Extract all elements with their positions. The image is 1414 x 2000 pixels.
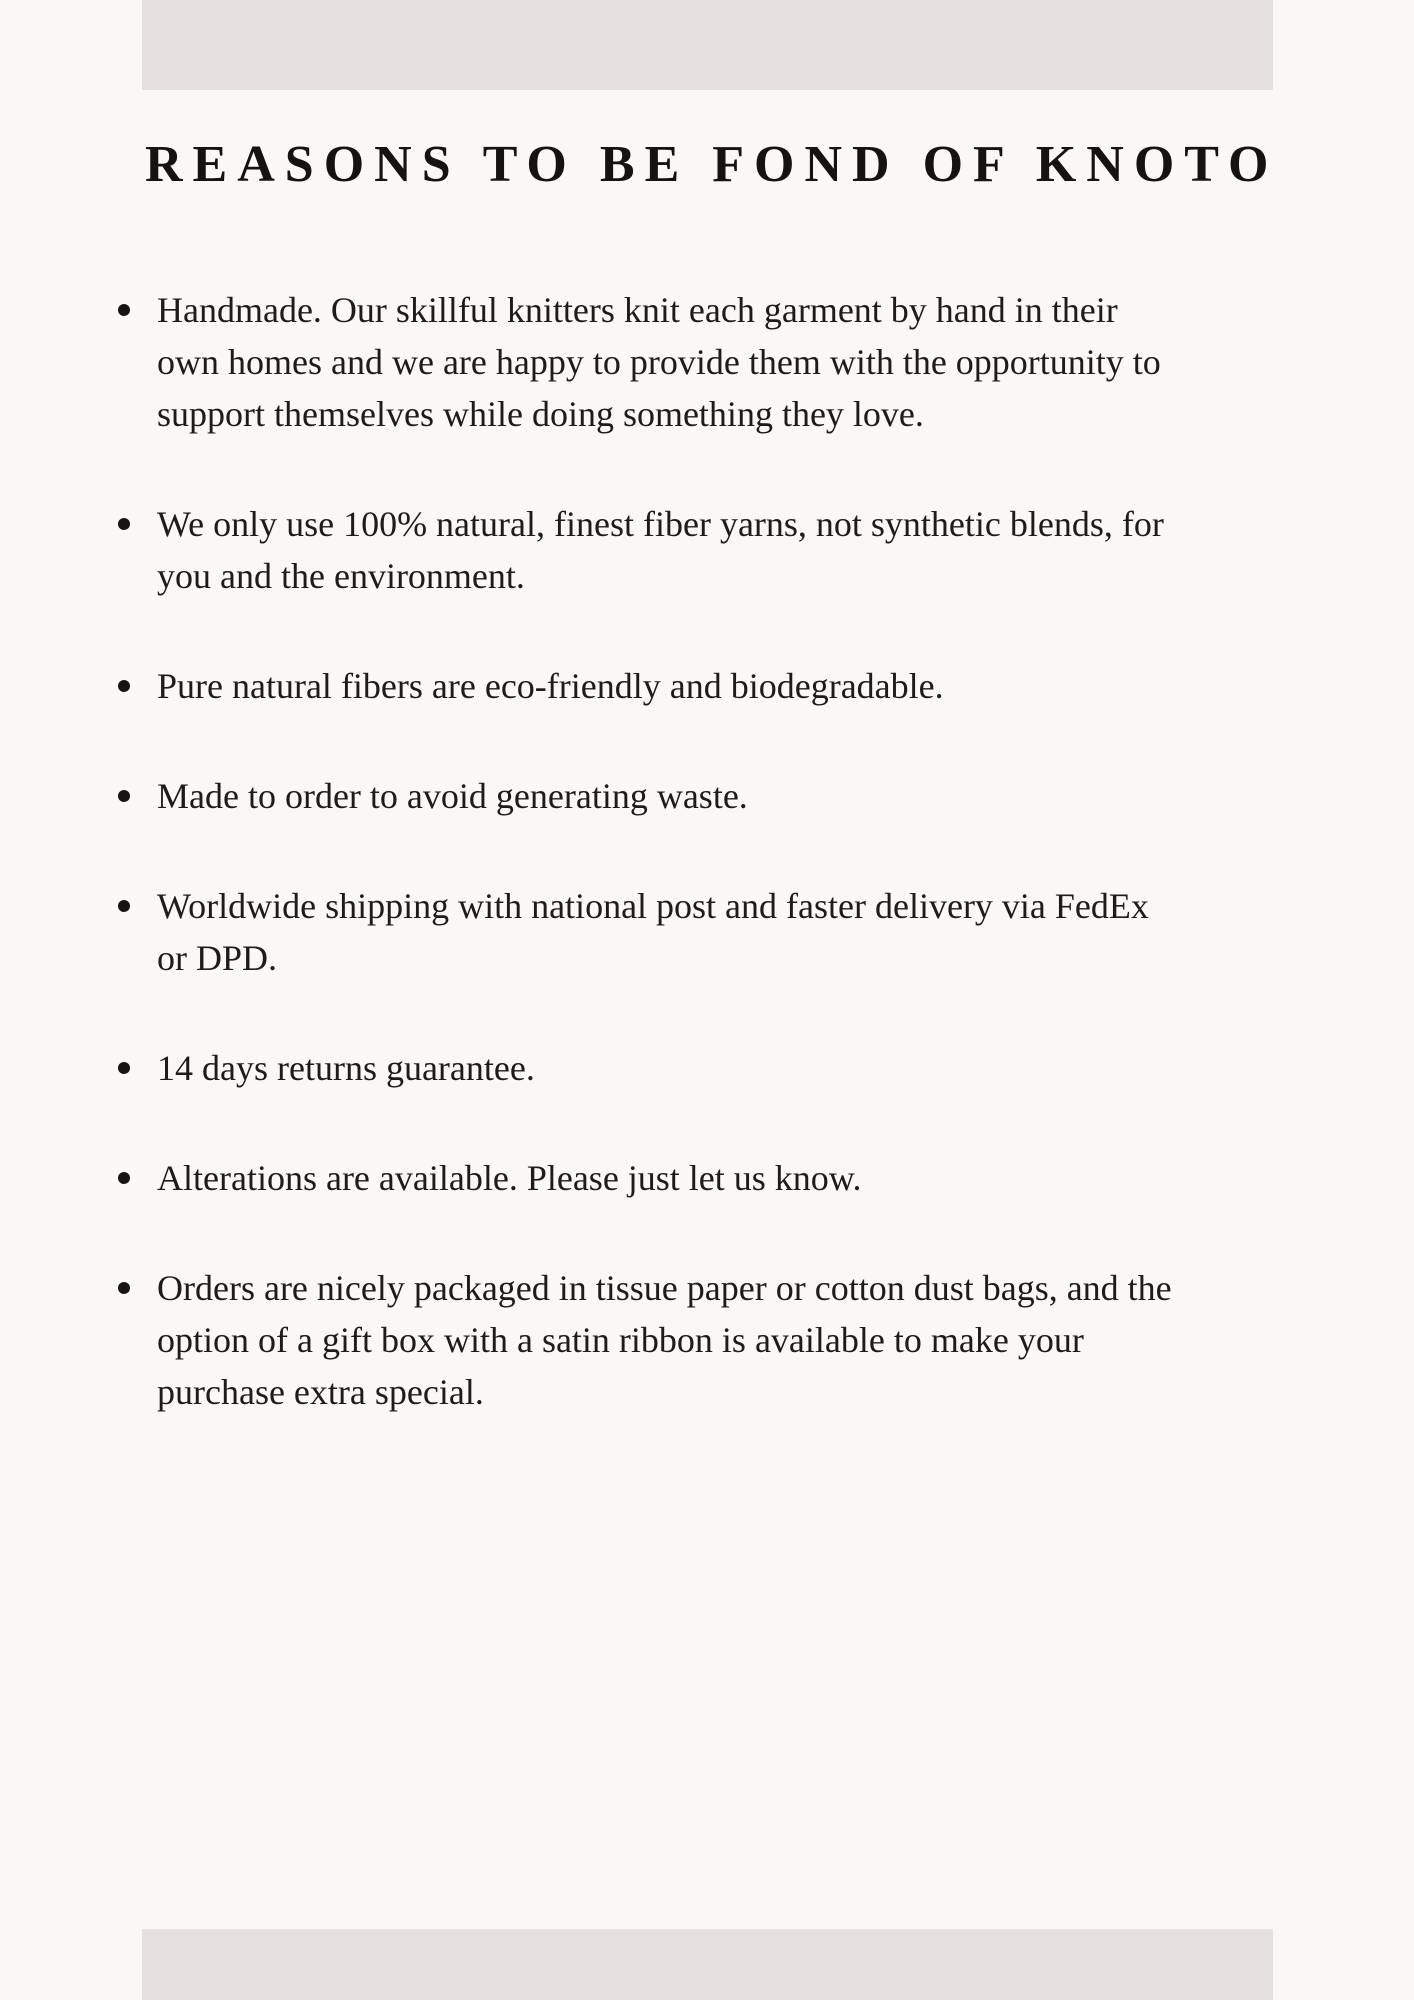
bullet-dot-icon — [118, 518, 130, 530]
bullet-text: Made to order to avoid generating waste. — [157, 776, 748, 816]
list-item — [118, 498, 1414, 602]
bullet-text: Pure natural fibers are eco-friendly and biodegradable. — [157, 666, 944, 706]
bullet-text: 14 days returns guarantee. — [157, 1048, 535, 1088]
list-item — [118, 1152, 1414, 1204]
bottom-banner — [142, 1929, 1273, 2000]
list-item — [118, 284, 1414, 440]
bullet-dot-icon — [118, 790, 130, 802]
list-item — [118, 1262, 1414, 1418]
bullet-text: Handmade. Our skillful knitters knit each garment by hand in their own homes and we are happy to provide them with the opportunity to support themselves while doing something they love. — [157, 290, 1161, 434]
bullet-dot-icon — [118, 1172, 130, 1184]
benefits-list — [0, 284, 1414, 1418]
bullet-text: Alterations are available. Please just let us know. — [157, 1158, 862, 1198]
bullet-text: We only use 100% natural, finest fiber yarns, not synthetic blends, for you and the environment. — [157, 504, 1164, 596]
bullet-dot-icon — [118, 304, 130, 316]
bullet-text: Worldwide shipping with national post and faster delivery via FedEx or DPD. — [157, 886, 1149, 978]
bullet-text: Orders are nicely packaged in tissue paper or cotton dust bags, and the option of a gift box with a satin ribbon is available to make your purchase extra special. — [157, 1268, 1172, 1412]
bullet-dot-icon — [118, 1282, 130, 1294]
list-item — [118, 660, 1414, 712]
list-item — [118, 770, 1414, 822]
list-item — [118, 1042, 1414, 1094]
page-title: REASONS TO BE FOND OF KNOTO — [145, 136, 1279, 193]
bullet-dot-icon — [118, 680, 130, 692]
bullet-dot-icon — [118, 900, 130, 912]
list-item — [118, 880, 1414, 984]
bullet-dot-icon — [118, 1062, 130, 1074]
